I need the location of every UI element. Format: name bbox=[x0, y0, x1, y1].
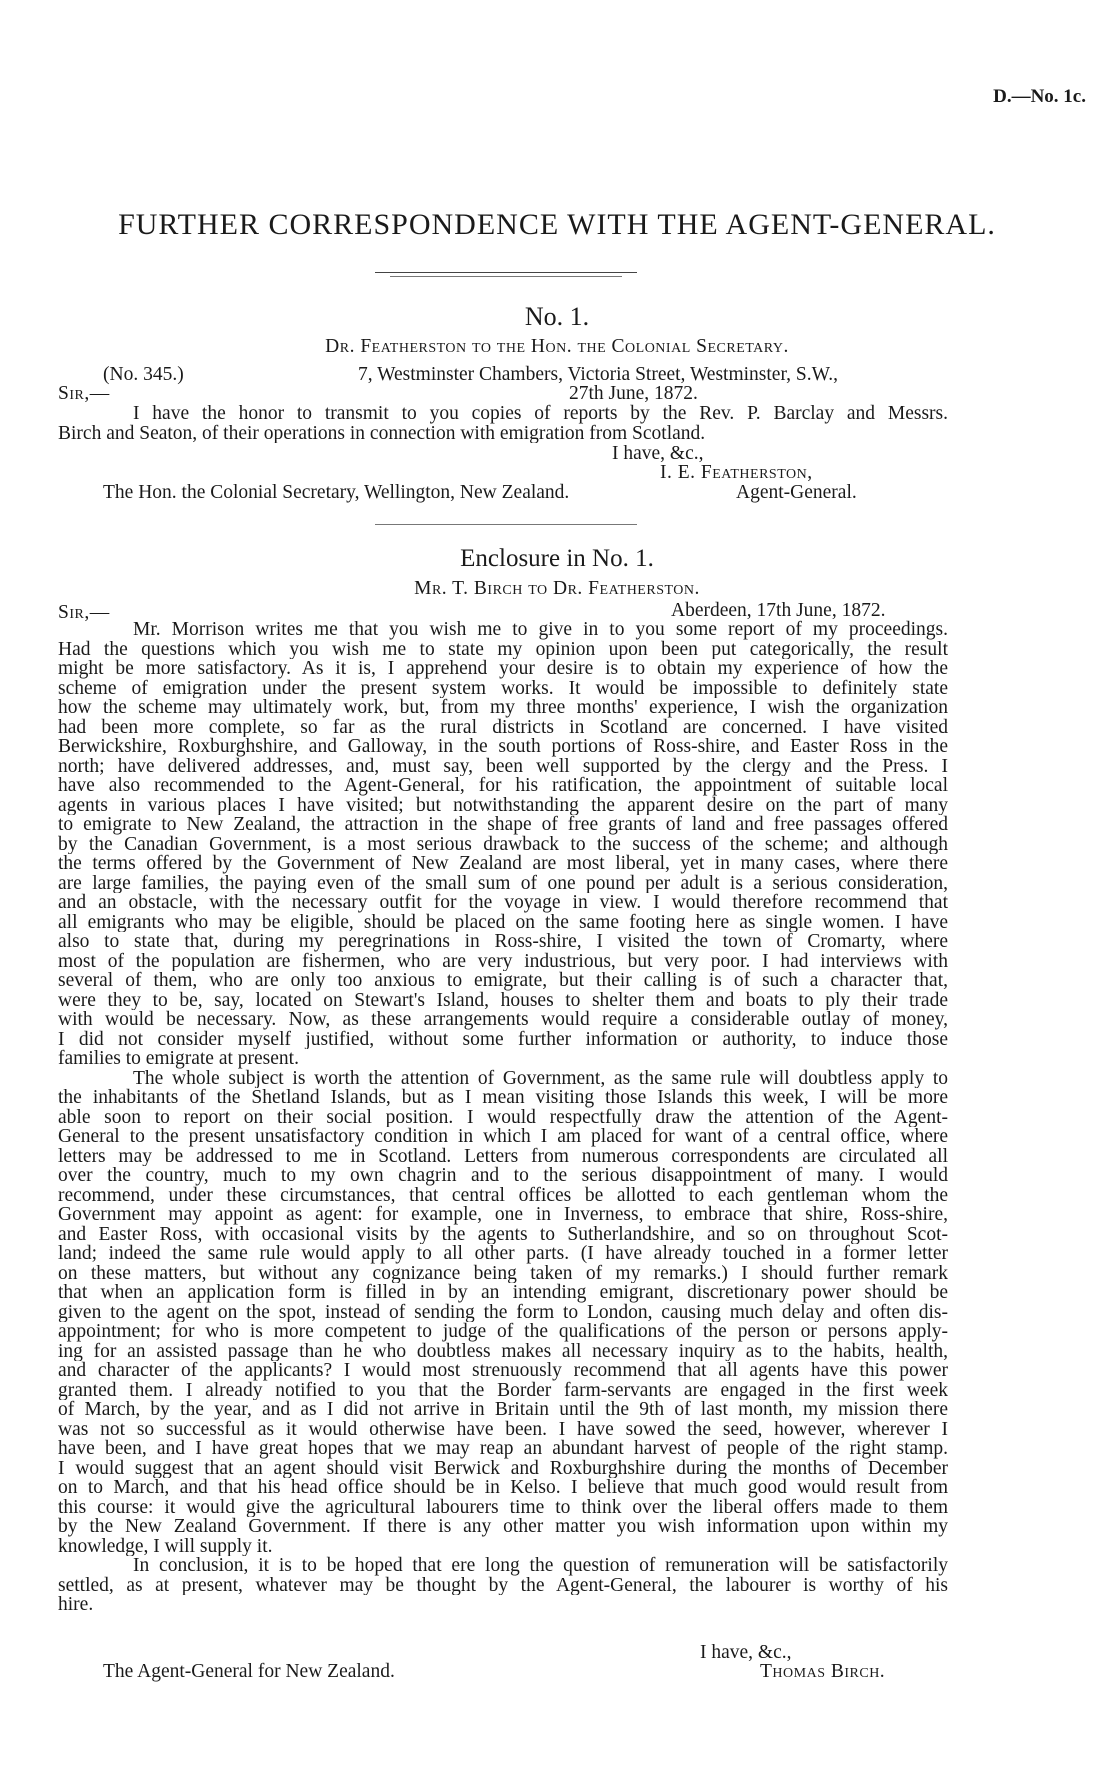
enclosure-signer: Thomas Birch. bbox=[760, 1661, 886, 1682]
enclosure-salutation: Sir,— bbox=[58, 602, 110, 623]
enclosure-line: General to the present unsatisfactory condition in which I am placed for want of a central office, where bbox=[58, 1127, 948, 1147]
enclosure-line: I did not consider myself justified, without some further information or authority, to induce those bbox=[58, 1029, 948, 1049]
page-title: FURTHER CORRESPONDENCE WITH THE AGENT-GENERAL. bbox=[118, 208, 996, 241]
enclosure-line: were they to be, say, located on Stewart's Island, houses to shelter them and boats to ply their trade bbox=[58, 990, 948, 1010]
enclosure-line: In conclusion, it is to be hoped that ere long the question of remuneration will be satisfactorily bbox=[133, 1556, 948, 1576]
letter-closing: I have, &c., bbox=[612, 443, 704, 464]
letter-addressee: The Hon. the Colonial Secretary, Wellington, New Zealand. bbox=[103, 482, 570, 503]
enclosure-paragraph-1 bbox=[58, 620, 948, 1069]
letter-body bbox=[58, 404, 948, 443]
enclosure-line: the terms offered by the Government of New Zealand are most liberal, yet in many cases, where there bbox=[58, 854, 948, 874]
enclosure-line: the inhabitants of the Shetland Islands, but as I mean visiting those Islands this week, I will be more bbox=[58, 1088, 948, 1108]
enclosure-body bbox=[58, 620, 948, 1615]
title-divider bbox=[375, 272, 637, 273]
enclosure-line: north; have delivered addresses, and, must say, been well supported by the clergy and the Press. I bbox=[58, 756, 948, 776]
enclosure-line: on to March, and that his head office should be in Kelso. I believe that much good would result from bbox=[58, 1478, 948, 1498]
enclosure-line: also to state that, during my peregrinations in Ross-shire, I visited the town of Cromarty, where bbox=[58, 932, 948, 952]
enclosure-line: able soon to report on their social position. I would respectfully draw the attention of the Agent- bbox=[58, 1107, 948, 1127]
enclosure-line: families to emigrate at present. bbox=[58, 1049, 299, 1069]
enclosure-line: Mr. Morrison writes me that you wish me to give in to you some report of my proceedings. bbox=[133, 620, 948, 640]
letter-date: 27th June, 1872. bbox=[569, 383, 698, 404]
enclosure-line: over the country, much to my own chagrin and to the serious disappointment of many. I would bbox=[58, 1166, 948, 1186]
letter-address: 7, Westminster Chambers, Victoria Street, Westminster, S.W., bbox=[358, 364, 839, 385]
enclosure-line: all emigrants who may be eligible, should be placed on the same footing here as single women. I have bbox=[58, 912, 948, 932]
enclosure-line: land; indeed the same rule would apply to all other parts. (I have already touched in a former letter bbox=[58, 1244, 948, 1264]
enclosure-line: might be more satisfactory. As it is, I apprehend your desire is to obtain my experience of how the bbox=[58, 659, 948, 679]
enclosure-line: settled, as at present, whatever may be thought by the Agent-General, the labourer is worthy of his bbox=[58, 1575, 948, 1595]
enclosure-addressee: The Agent-General for New Zealand. bbox=[103, 1661, 395, 1682]
section-divider bbox=[375, 524, 637, 525]
enclosure-closing: I have, &c., bbox=[700, 1642, 792, 1663]
enclosure-line: recommend, under these circumstances, that central offices be allotted to each gentleman whom the bbox=[58, 1185, 948, 1205]
letter-signer: I. E. Featherston, bbox=[660, 462, 813, 483]
enclosure-line: are large families, the paying even of the small sum of one pound per adult is a serious consideration, bbox=[58, 873, 948, 893]
enclosure-line: and an obstacle, with the necessary outfit for the voyage in view. I would therefore recommend that bbox=[58, 893, 948, 913]
enclosure-line: ing for an assisted passage than he who doubtless makes all necessary inquiry as to the habits, health, bbox=[58, 1341, 948, 1361]
enclosure-line: have also recommended to the Agent-General, for his ratification, the appointment of suitable local bbox=[58, 776, 948, 796]
enclosure-line: have been, and I have great hopes that we may reap an abundant harvest of people of the right stamp. bbox=[58, 1439, 948, 1459]
enclosure-line: by the Canadian Government, is a most serious drawback to the success of the scheme; and although bbox=[58, 834, 948, 854]
enclosure-line: was not so successful as it would otherwise have been. I have sowed the seed, however, wherever I bbox=[58, 1419, 948, 1439]
enclosure-line: had been more complete, so far as the rural districts in Scotland are concerned. I have visited bbox=[58, 717, 948, 737]
enclosure-line: by the New Zealand Government. If there is any other matter you wish information upon within my bbox=[58, 1517, 948, 1537]
enclosure-line: knowledge, I will supply it. bbox=[58, 1536, 273, 1556]
enclosure-paragraph-2 bbox=[58, 1069, 948, 1557]
enclosure-line: hire. bbox=[58, 1595, 94, 1615]
enclosure-place-date: Aberdeen, 17th June, 1872. bbox=[671, 600, 886, 621]
enclosure-line: Government may appoint as agent: for example, one in Inverness, to embrace that shire, Ross-shire, bbox=[58, 1205, 948, 1225]
enclosure-line: agents in various places I have visited; but notwithstanding the apparent desire on the part of many bbox=[58, 795, 948, 815]
letter-body-line: I have the honor to transmit to you copies of reports by the Rev. P. Barclay and Messrs. bbox=[133, 404, 948, 424]
enclosure-paragraph-3 bbox=[58, 1556, 948, 1615]
enclosure-line: this course: it would give the agricultural labourers time to think over the liberal offers made to them bbox=[58, 1497, 948, 1517]
enclosure-line: scheme of emigration under the present system works. It would be impossible to definitely state bbox=[58, 678, 948, 698]
enclosure-line: letters may be addressed to me in Scotland. Letters from numerous correspondents are circulated all bbox=[58, 1146, 948, 1166]
enclosure-line: of March, by the year, and as I did not arrive in Britain until the 9th of last month, my mission there bbox=[58, 1400, 948, 1420]
enclosure-line: on these matters, but without any cognizance being taken of my remarks.) I should further remark bbox=[58, 1263, 948, 1283]
letter-from-to: Dr. Featherston to the Hon. the Colonial Secretary. bbox=[325, 336, 789, 357]
enclosure-line: granted them. I already notified to you that the Border farm-servants are engaged in the first week bbox=[58, 1380, 948, 1400]
enclosure-line: Had the questions which you wish me to state my opinion upon been put categorically, the result bbox=[58, 639, 948, 659]
letter-ref-no: (No. 345.) bbox=[103, 364, 184, 385]
enclosure-line: The whole subject is worth the attention of Government, as the same rule will doubtless apply to bbox=[133, 1068, 948, 1088]
letter-salutation: Sir,— bbox=[58, 383, 110, 404]
enclosure-line: to emigrate to New Zealand, the attraction in the shape of free grants of land and free passages offered bbox=[58, 815, 948, 835]
enclosure-heading: Enclosure in No. 1. bbox=[460, 545, 654, 572]
enclosure-line: that when an application form is filled in by an intending emigrant, discretionary power should be bbox=[58, 1283, 948, 1303]
enclosure-line: and Easter Ross, with occasional visits by the agents to Sutherlandshire, and so on throughout Scot- bbox=[58, 1224, 948, 1244]
enclosure-from-to: Mr. T. Birch to Dr. Featherston. bbox=[414, 578, 700, 599]
enclosure-line: I would suggest that an agent should visit Berwick and Roxburghshire during the months of December bbox=[58, 1458, 948, 1478]
document-reference: D.—No. 1c. bbox=[993, 86, 1086, 107]
letter-body-line: Birch and Seaton, of their operations in connection with emigration from Scotland. bbox=[58, 423, 706, 443]
letter-number: No. 1. bbox=[524, 302, 590, 331]
enclosure-line: several of them, who are only too anxious to emigrate, but their calling is of such a character that, bbox=[58, 971, 948, 991]
enclosure-line: with would be necessary. Now, as these arrangements would require a considerable outlay of money, bbox=[58, 1010, 948, 1030]
enclosure-line: and character of the applicants? I would most strenuously recommend that all agents have this power bbox=[58, 1361, 948, 1381]
title-divider-shadow bbox=[390, 276, 622, 277]
enclosure-line: how the scheme may ultimately work, but, from my three months' experience, I wish the organization bbox=[58, 698, 948, 718]
letter-signer-title: Agent-General. bbox=[736, 482, 857, 503]
enclosure-line: most of the population are fishermen, who are very industrious, but very poor. I had interviews with bbox=[58, 951, 948, 971]
enclosure-line: appointment; for who is more competent to judge of the qualifications of the person or persons apply- bbox=[58, 1322, 948, 1342]
enclosure-line: given to the agent on the spot, instead of sending the form to London, causing much delay and often dis- bbox=[58, 1302, 948, 1322]
enclosure-line: Berwickshire, Roxburghshire, and Galloway, in the south portions of Ross-shire, and Easter Ross in the bbox=[58, 737, 948, 757]
